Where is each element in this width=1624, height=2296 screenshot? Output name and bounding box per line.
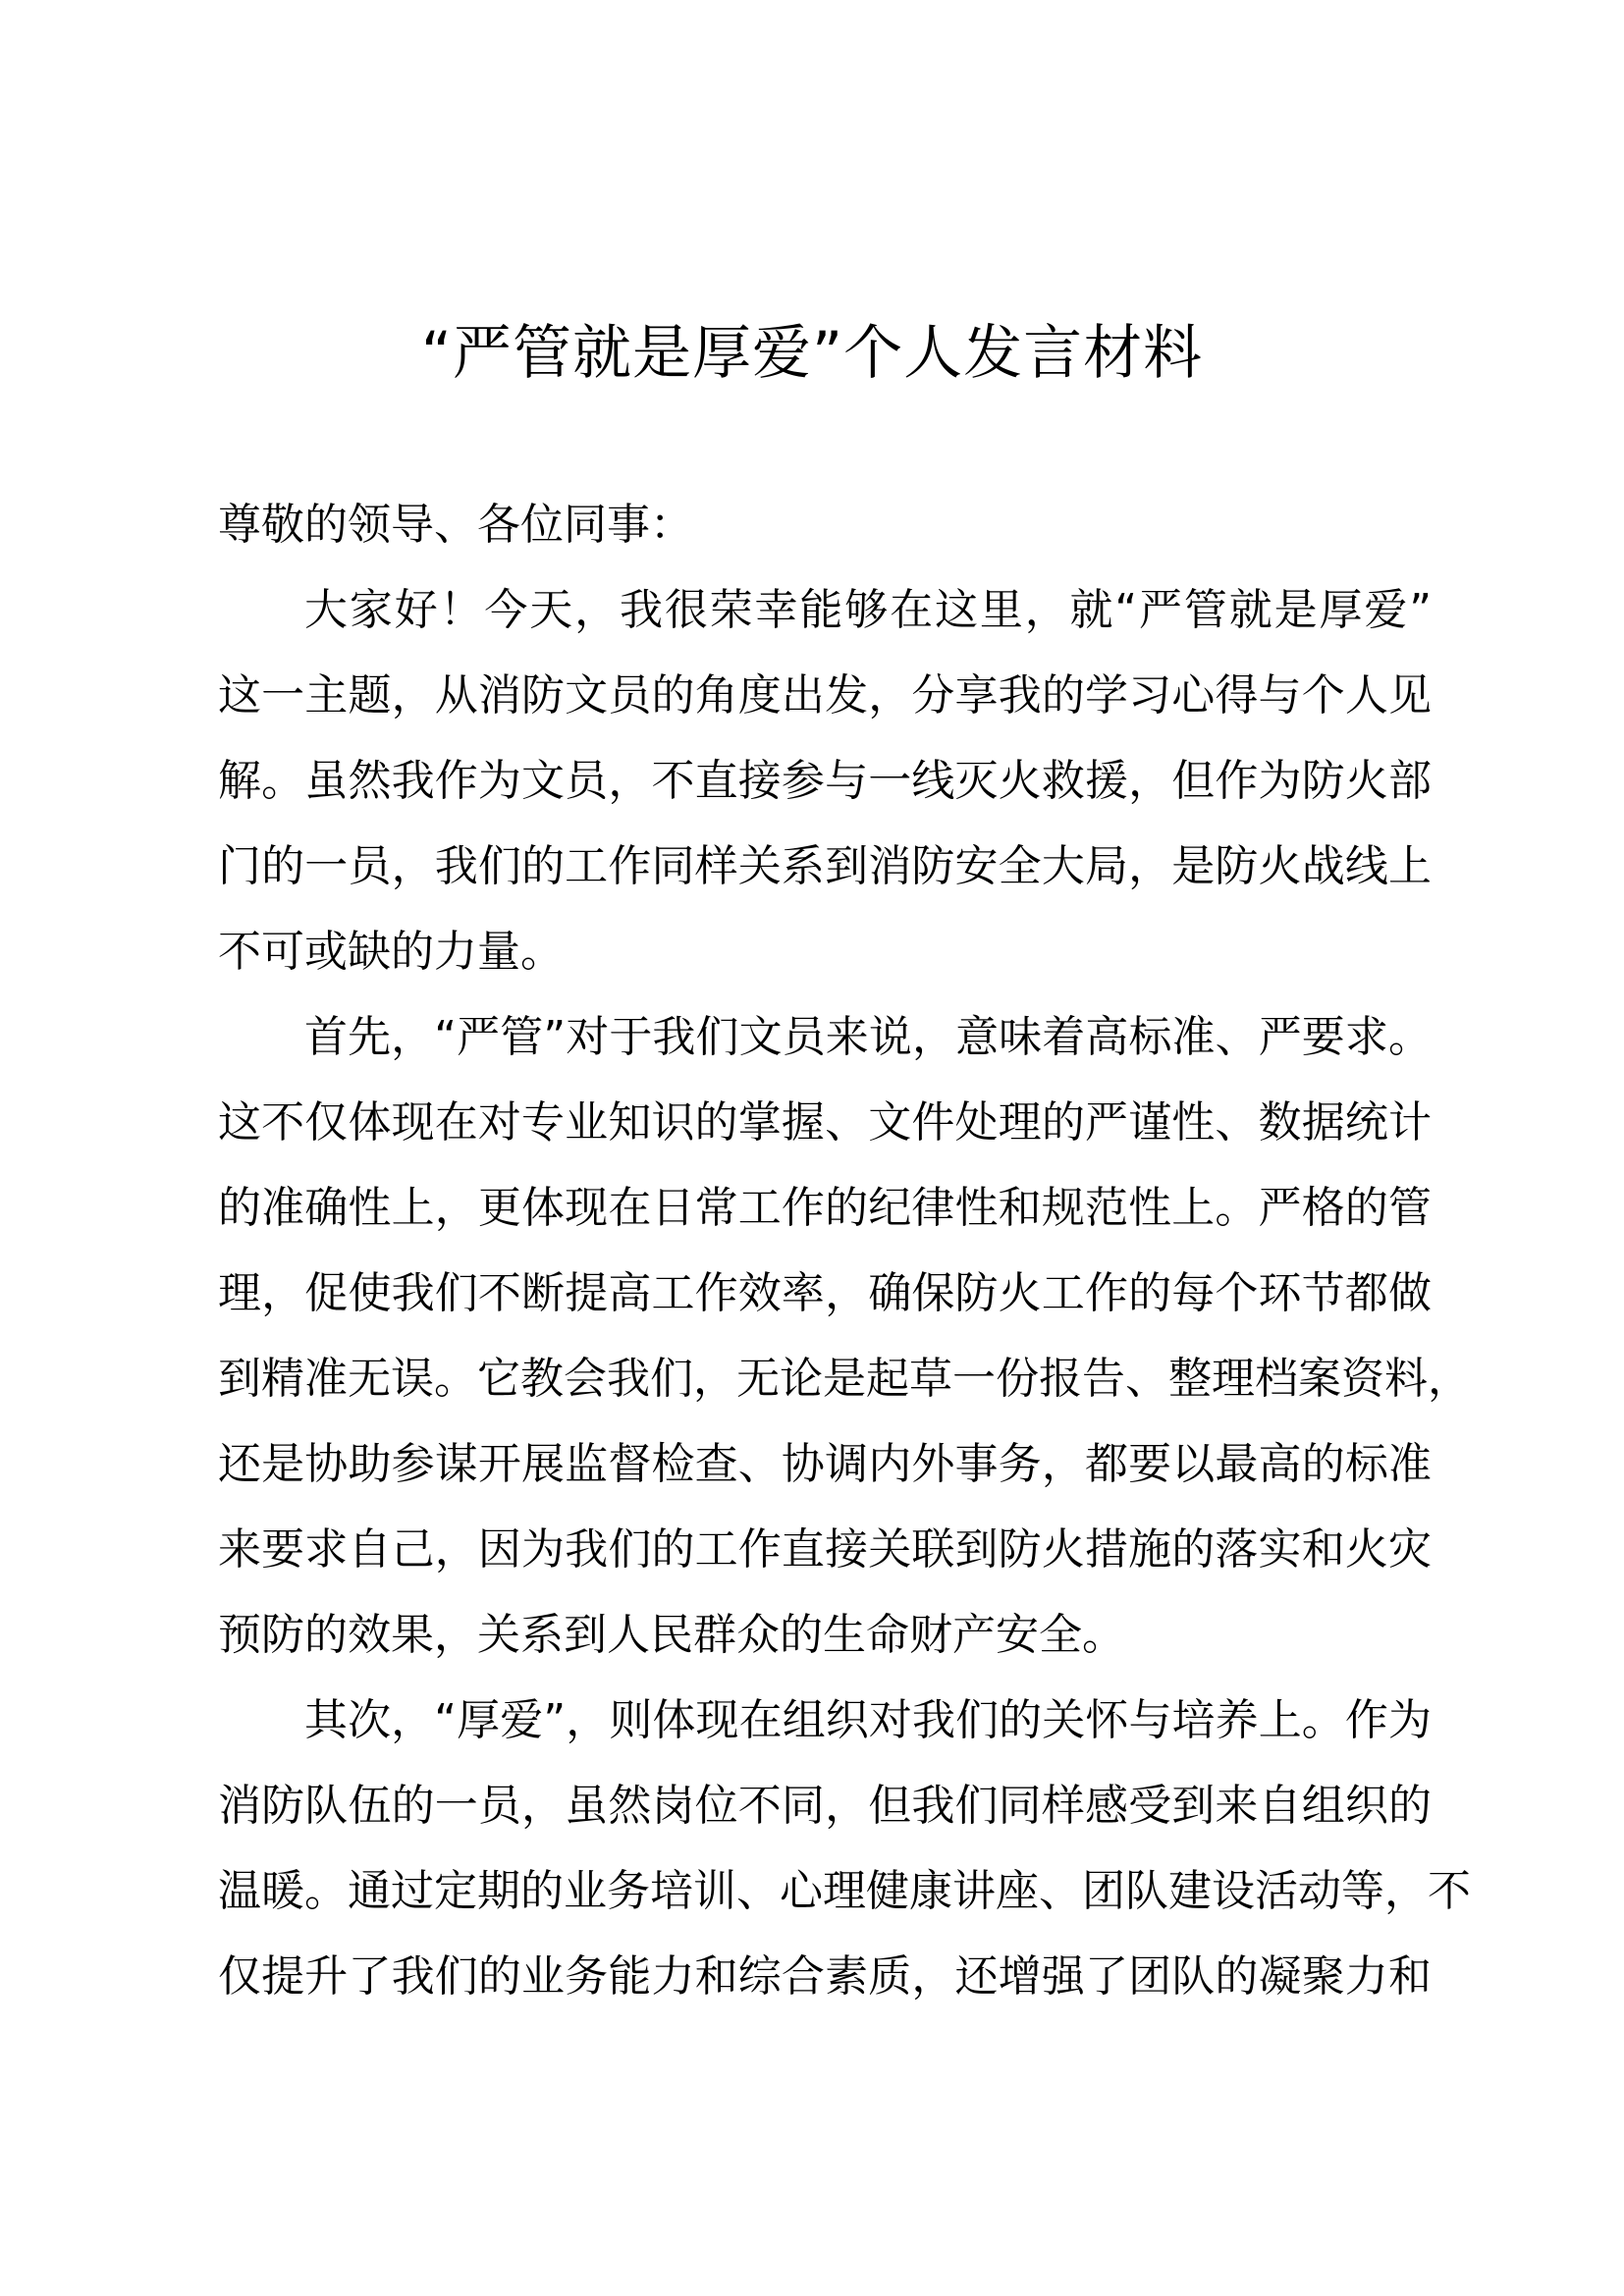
salutation: 尊敬的领导、各位同事： — [218, 500, 693, 550]
paragraph — [218, 994, 1471, 1678]
paragraph-line: 解。虽然我作为文员，不直接参与一线灭火救援，但作为防火部 — [218, 756, 1432, 806]
document-body — [218, 482, 1471, 2019]
paragraphs — [218, 567, 1471, 2019]
paragraph-line: 预防的效果，关系到人民群众的生命财产安全。 — [218, 1610, 1125, 1660]
paragraph-line: 门的一员，我们的工作同样关系到消防安全大局，是防火战线上 — [218, 841, 1432, 891]
paragraph — [218, 1678, 1471, 2019]
paragraph-line: 首先，“严管”对于我们文员来说，意味着高标准、严要求。 — [304, 1012, 1432, 1062]
paragraph-line: 的准确性上，更体现在日常工作的纪律性和规范性上。严格的管 — [218, 1183, 1432, 1233]
paragraph-line: 大家好！今天，我很荣幸能够在这里，就“严管就是厚爱” — [304, 585, 1432, 635]
document-title: “严管就是厚爱”个人发言材料 — [420, 319, 1204, 388]
paragraph-line: 消防队伍的一员，虽然岗位不同，但我们同样感受到来自组织的 — [218, 1781, 1432, 1831]
paragraph-line: 这一主题，从消防文员的角度出发，分享我的学习心得与个人见 — [218, 670, 1432, 721]
paragraph-line: 还是协助参谋开展监督检查、协调内外事务，都要以最高的标准 — [218, 1439, 1432, 1489]
paragraph-line: 其次，“厚爱”，则体现在组织对我们的关怀与培养上。作为 — [304, 1695, 1432, 1745]
paragraph-line: 到精准无误。它教会我们，无论是起草一份报告、整理档案资料， — [218, 1354, 1471, 1404]
paragraph-line: 仅提升了我们的业务能力和综合素质，还增强了团队的凝聚力和 — [218, 1951, 1432, 2002]
paragraph-line: 来要求自己，因为我们的工作直接关联到防火措施的落实和火灾 — [218, 1524, 1432, 1575]
paragraph — [218, 567, 1432, 994]
paragraph-line: 理，促使我们不断提高工作效率，确保防火工作的每个环节都做 — [218, 1268, 1432, 1318]
paragraph-line: 这不仅体现在对专业知识的掌握、文件处理的严谨性、数据统计 — [218, 1097, 1432, 1148]
paragraph-line: 不可或缺的力量。 — [218, 927, 564, 977]
paragraph-line: 温暖。通过定期的业务培训、心理健康讲座、团队建设活动等，不 — [218, 1866, 1471, 1916]
